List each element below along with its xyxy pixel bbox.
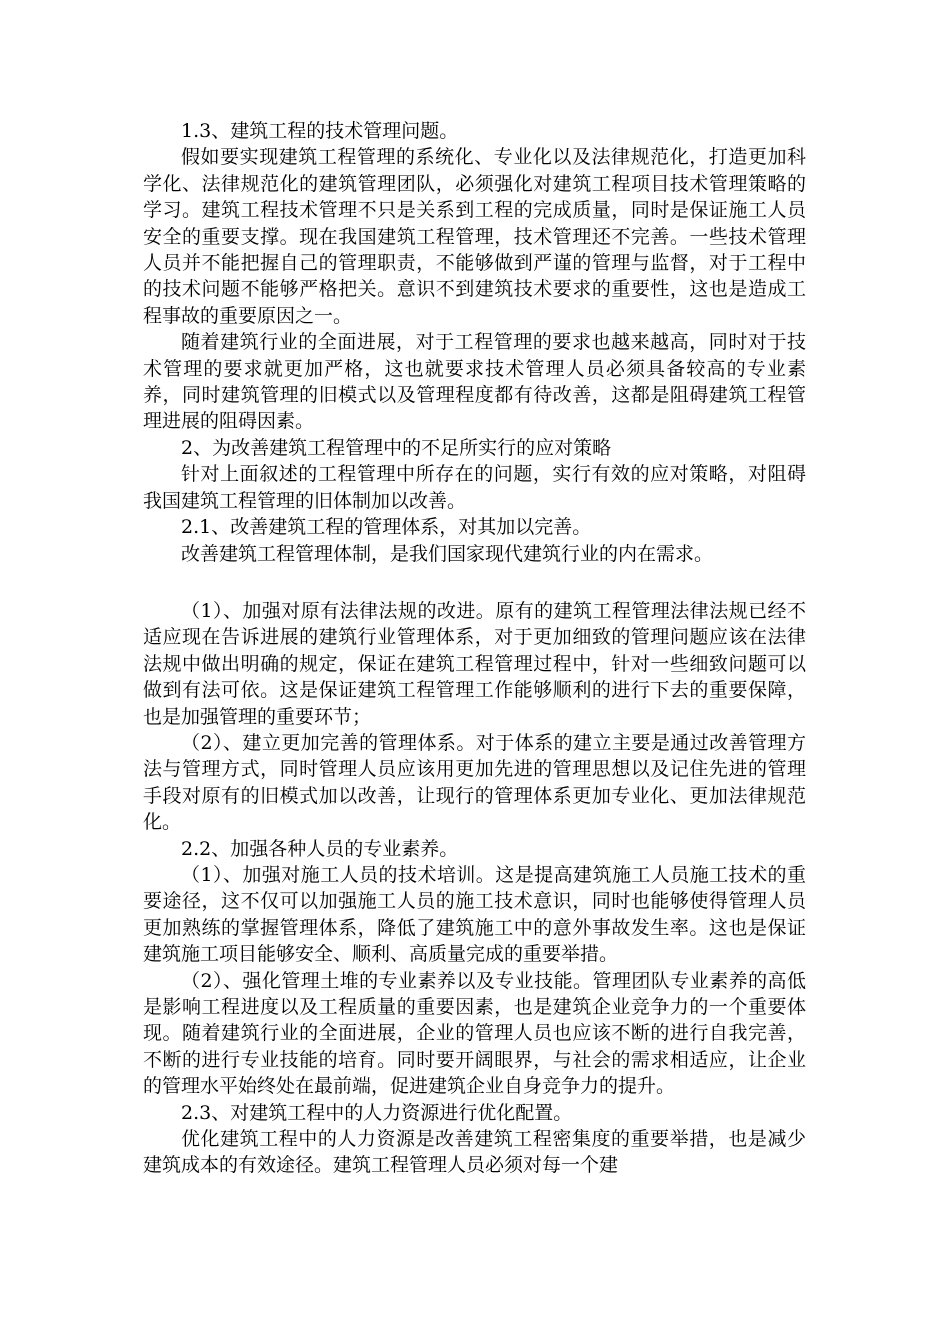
heading-2-1: 2.1、改善建筑工程的管理体系，对其加以完善。	[181, 516, 592, 539]
heading-2-3: 2.3、对建筑工程中的人力资源进行优化配置。	[181, 1101, 573, 1124]
paragraph-system-need: 改善建筑工程管理体制，是我们国家现代建筑行业的内在需求。	[181, 542, 714, 565]
heading-2-2: 2.2、加强各种人员的专业素养。	[181, 837, 459, 860]
paragraph-industry-development: 随着建筑行业的全面进展，对于工程管理的要求也越来越高，同时对于技术管理的要求就更加严格，这也就要求技术管理人员必须具备较高的专业素养，同时建筑管理的旧模式以及管理程度都有待改善，这都是阻碍建筑工程管理进展的阻碍因素。	[143, 331, 806, 433]
paragraph-item-1-training: （1）、加强对施工人员的技术培训。这是提高建筑施工人员施工技术的重要途径，这不仅可以加强施工人员的施工技术意识，同时也能够使得管理人员更加熟练的掌握管理体系，降低了建筑施工中的意外事故发生率。这也是保证建筑施工项目能够安全、顺利、高质量完成的重要举措。	[143, 863, 806, 966]
paragraph-item-2-system: （2）、建立更加完善的管理体系。对于体系的建立主要是通过改善管理方法与管理方式，同时管理人员应该用更加先进的管理思想以及记住先进的管理手段对原有的旧模式加以改善，让现行的管理体系更加专业化、更加法律规范化。	[143, 731, 806, 834]
paragraph-item-1-laws: （1）、加强对原有法律法规的改进。原有的建筑工程管理法律法规已经不适应现在告诉进展的建筑行业管理体系，对于更加细致的管理问题应该在法律法规中做出明确的规定，保证在建筑工程管理过程中，针对一些细致问题可以做到有法可依。这是保证建筑工程管理工作能够顺利的进行下去的重要保障，也是加强管理的重要环节；	[143, 599, 806, 728]
paragraph-strategy-intro: 针对上面叙述的工程管理中所存在的问题，实行有效的应对策略，对阻碍我国建筑工程管理的旧体制加以改善。	[143, 463, 806, 512]
paragraph-human-resources: 优化建筑工程中的人力资源是改善建筑工程密集度的重要举措，也是减少建筑成本的有效途径。建筑工程管理人员必须对每一个建	[143, 1128, 806, 1177]
blank-line	[143, 567, 806, 598]
paragraph-tech-management: 假如要实现建筑工程管理的系统化、专业化以及法律规范化，打造更加科学化、法律规范化的建筑管理团队，必须强化对建筑工程项目技术管理策略的学习。建筑工程技术管理不只是关系到工程的完成质量，同时是保证施工人员安全的重要支撑。现在我国建筑工程管理，技术管理还不完善。一些技术管理人员并不能把握自己的管理职责，不能够做到严谨的管理与监督，对于工程中的技术问题不能够严格把关。意识不到建筑技术要求的重要性，这也是造成工程事故的重要原因之一。	[143, 146, 806, 327]
heading-1-3: 1.3、建筑工程的技术管理问题。	[181, 120, 459, 142]
paragraph-item-2-skills: （2）、强化管理土堆的专业素养以及专业技能。管理团队专业素养的高低是影响工程进度以及工程质量的重要因素，也是建筑企业竞争力的一个重要体现。随着建筑行业的全面进展，企业的管理人员也应该不断的进行自我完善，不断的进行专业技能的培育。同时要开阔眼界，与社会的需求相适应，让企业的管理水平始终处在最前端，促进建筑企业自身竞争力的提升。	[143, 969, 806, 1098]
heading-2: 2、为改善建筑工程管理中的不足所实行的应对策略	[181, 436, 612, 459]
document-body	[143, 118, 806, 1179]
